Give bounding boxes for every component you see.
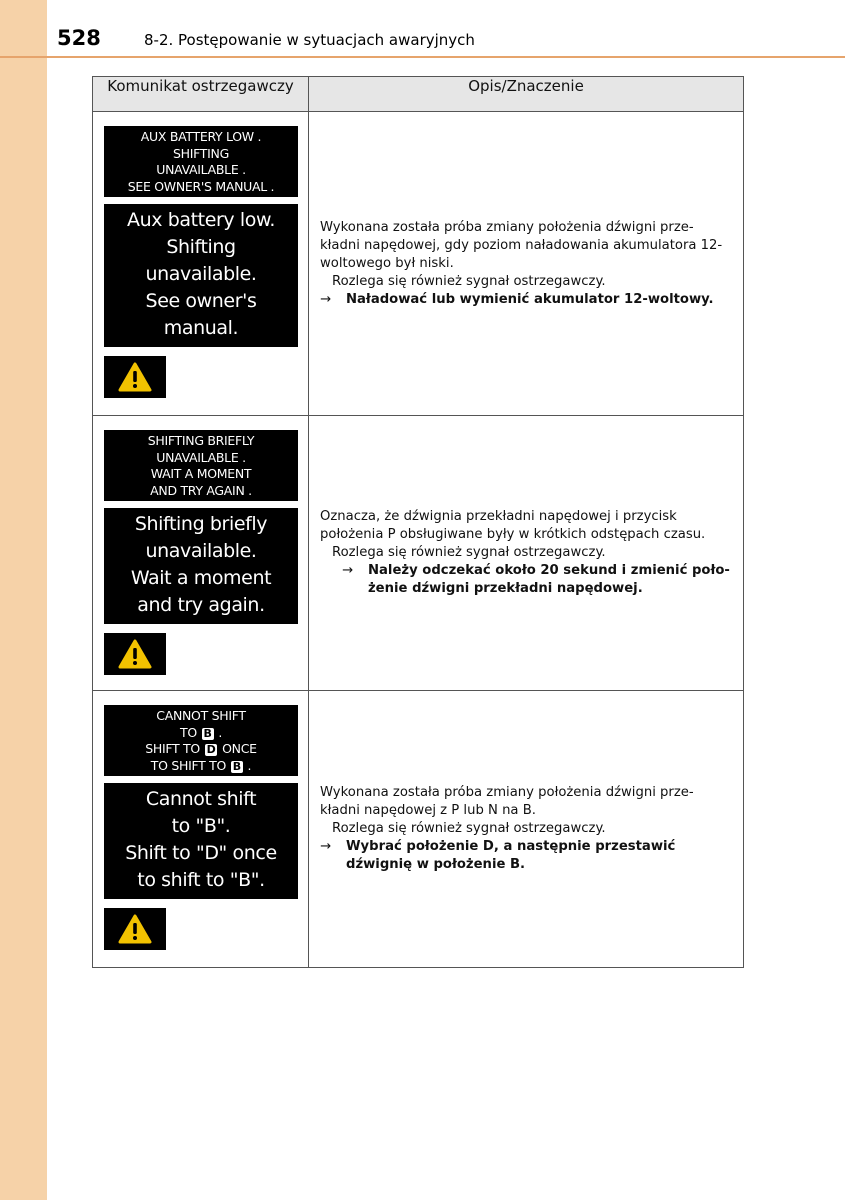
small-display-line: UNAVAILABLE . <box>156 449 246 465</box>
description-cell <box>309 691 744 968</box>
large-display-line: unavailable. <box>145 540 257 562</box>
small-display-text: SHIFT TO <box>145 741 200 756</box>
small-display-line: SHIFTING <box>173 145 229 161</box>
small-display-text: TO SHIFT TO <box>150 757 227 773</box>
small-display-text: . <box>247 757 252 773</box>
large-display-line: Cannot shift <box>145 788 257 810</box>
description-sound-note: Rozlega się również sygnał ostrzegawczy. <box>332 273 606 289</box>
large-display <box>104 783 298 899</box>
description-action-text: Wybrać położenie D, a następnie przestawić dźwignię w położenie B. <box>346 839 676 872</box>
arrow-icon: → <box>320 291 332 307</box>
table-row <box>93 112 744 416</box>
column-header-description: Opis/Znaczenie <box>309 77 744 112</box>
description-sound-note: Rozlega się również sygnał ostrzegawczy. <box>332 545 606 560</box>
small-display <box>104 705 298 776</box>
large-display-line: and try again. <box>137 594 265 616</box>
message-cell <box>93 416 309 691</box>
page-number: 528 <box>57 26 101 50</box>
large-display-line: Shifting <box>166 236 236 258</box>
large-display-line: to shift to "B". <box>137 869 265 891</box>
description-text: Oznacza, że dźwignia przekładni napędowej i przycisk położenia P obsługiwane były w krótkich odstępach czasu. <box>320 509 706 542</box>
description-action <box>320 562 731 598</box>
small-display <box>104 430 298 501</box>
column-header-message: Komunikat ostrzegawczy <box>93 77 309 112</box>
section-title: 8-2. Postępowanie w sytuacjach awaryjnych <box>144 31 475 49</box>
small-display-line: WAIT A MOMENT <box>150 466 252 481</box>
warning-indicator <box>104 908 166 950</box>
large-display-line: Wait a moment <box>130 567 272 589</box>
small-display-line: UNAVAILABLE . <box>156 162 246 177</box>
warning-triangle-icon <box>118 639 152 669</box>
small-display-text: TO <box>179 724 197 740</box>
warning-triangle-icon <box>118 914 152 944</box>
warning-triangle-icon <box>118 362 152 392</box>
description-action <box>320 291 731 309</box>
large-display-line: Shift to "D" once <box>125 842 277 864</box>
message-cell <box>93 691 309 968</box>
gear-b-symbol: B <box>232 759 241 773</box>
small-display-line: SEE OWNER'S MANUAL . <box>127 178 275 194</box>
large-display-line: unavailable. <box>145 263 257 285</box>
description-sound-note: Rozlega się również sygnał ostrzegawczy. <box>332 821 606 836</box>
description-action-text: Należy odczekać około 20 sekund i zmienić poło-żenie dźwigni przekładni napędowej. <box>368 563 730 596</box>
large-display-line: Aux battery low. <box>126 209 276 231</box>
small-display-text: ONCE <box>222 741 257 756</box>
gear-d-symbol: D <box>206 743 216 756</box>
small-display-line: CANNOT SHIFT <box>156 708 246 723</box>
small-display-line: AND TRY AGAIN . <box>150 482 252 498</box>
table-row <box>93 416 744 691</box>
warning-indicator <box>104 356 166 398</box>
small-display-line <box>104 741 298 758</box>
description-cell <box>309 416 744 691</box>
large-display-line: manual. <box>163 317 239 339</box>
large-display-line: to "B". <box>171 815 231 837</box>
description-action-text: Naładować lub wymienić akumulator 12-woltowy. <box>346 291 714 307</box>
description-text: Wykonana została próba zmiany położenia dźwigni prze-kładni napędowej, gdy poziom naładowania akumulatora 12-woltowego był niski. <box>320 219 723 271</box>
arrow-icon: → <box>342 563 354 578</box>
description-action <box>320 838 731 874</box>
small-display <box>104 126 298 197</box>
message-cell <box>93 112 309 416</box>
large-display-line: See owner's <box>145 290 257 312</box>
arrow-icon: → <box>320 839 332 854</box>
small-display-line <box>104 758 298 775</box>
gear-b-symbol: B <box>203 726 212 740</box>
small-display-line <box>104 725 298 742</box>
warning-message-table <box>92 76 744 968</box>
side-strip <box>0 0 47 1200</box>
header-rule <box>0 56 845 58</box>
description-cell <box>309 112 744 416</box>
warning-indicator <box>104 633 166 675</box>
small-display-line: SHIFTING BRIEFLY <box>147 433 255 448</box>
large-display <box>104 508 298 624</box>
large-display <box>104 204 298 347</box>
page-header <box>0 0 845 57</box>
table-header-row <box>93 77 744 112</box>
small-display-line: AUX BATTERY LOW . <box>140 129 262 144</box>
small-display-text: . <box>218 724 223 740</box>
table-row <box>93 691 744 968</box>
description-text: Wykonana została próba zmiany położenia dźwigni prze-kładni napędowej z P lub N na B. <box>320 785 694 818</box>
large-display-line: Shifting briefly <box>134 513 268 535</box>
